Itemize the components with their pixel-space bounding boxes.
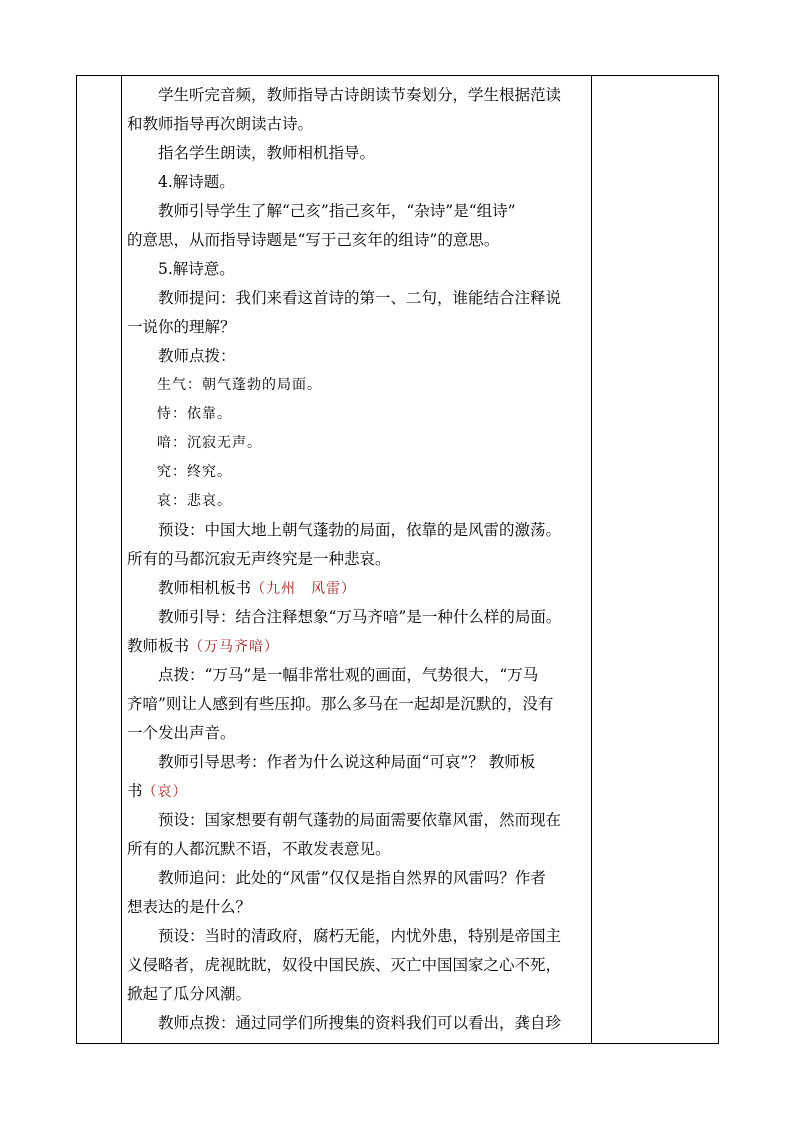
text-line: 教师点拨：	[127, 347, 236, 365]
board-note: （哀）	[142, 784, 188, 800]
text-line: 的意思，从而指导诗题是“写于己亥年的组诗”的意思。	[127, 231, 500, 249]
text-line: 预设：中国大地上朝气蓬勃的局面，依靠的是风雷的激荡。	[127, 521, 562, 539]
text-segment: 书	[127, 782, 143, 800]
table-column-divider-1	[121, 75, 122, 1044]
text-line: 学生听完音频，教师指导古诗朗读节奏划分，学生根据范读	[127, 86, 562, 104]
board-note: （九州 风雷）	[251, 581, 357, 597]
table-top-border	[76, 75, 719, 76]
board-note: （万马齐喑）	[189, 639, 280, 655]
text-line: 一说你的理解？	[127, 318, 236, 336]
gloss-line: 哀：悲哀。	[127, 493, 232, 509]
text-line: 指名学生朗读，教师相机指导。	[127, 144, 376, 162]
gloss-line: 喑：沉寂无声。	[127, 435, 262, 451]
table-right-border	[718, 75, 719, 1044]
gloss-line: 究：终究。	[127, 464, 232, 480]
text-line: 教师引导：结合注释想象“万马齐喑”是一种什么样的局面。	[127, 608, 562, 626]
text-line	[127, 574, 587, 604]
text-line: 掀起了瓜分风潮。	[127, 985, 252, 1003]
text-line	[127, 632, 587, 662]
section-heading: 4.解诗题。	[127, 173, 235, 191]
text-line: 点拨：“万马”是一幅非常壮观的画面，气势很大，“万马	[127, 666, 539, 684]
gloss-line: 生气：朝气蓬勃的局面。	[127, 377, 322, 393]
text-line: 预设：国家想要有朝气蓬勃的局面需要依靠风雷，然而现在	[127, 811, 562, 829]
text-segment: 教师板书	[127, 637, 190, 655]
text-line	[127, 777, 587, 807]
text-line: 想表达的是什么？	[127, 898, 252, 916]
text-segment: 教师相机板书	[127, 579, 252, 597]
section-heading: 5.解诗意。	[127, 260, 235, 278]
table-left-border	[76, 75, 77, 1044]
gloss-line: 恃：依靠。	[127, 406, 232, 422]
text-line: 义侵略者，虎视眈眈，奴役中国民族、灭亡中国国家之心不死，	[127, 956, 562, 974]
text-line: 齐喑”则让人感到有些压抑。那么多马在一起却是沉默的，没有	[127, 695, 554, 713]
table-column-divider-2	[591, 75, 592, 1044]
text-line: 所有的人都沉默不语，不敢发表意见。	[127, 840, 391, 858]
text-line: 教师点拨：通过同学们所搜集的资料我们可以看出，龚自珍	[127, 1014, 562, 1032]
table-bottom-border	[76, 1043, 719, 1044]
text-line: 教师引导学生了解“己亥”指己亥年，“杂诗”是“组诗”	[127, 202, 516, 220]
text-line: 和教师指导再次朗读古诗。	[127, 115, 314, 133]
text-line: 教师提问：我们来看这首诗的第一、二句，谁能结合注释说	[127, 289, 562, 307]
text-line: 所有的马都沉寂无声终究是一种悲哀。	[127, 550, 391, 568]
text-line: 预设：当时的清政府，腐朽无能，内忧外患，特别是帝国主	[127, 927, 562, 945]
text-line: 教师引导思考：作者为什么说这种局面“可哀”？ 教师板	[127, 753, 536, 771]
text-line: 一个发出声音。	[127, 724, 236, 742]
text-line: 教师追问：此处的“风雷”仅仅是指自然界的风雷吗？作者	[127, 869, 546, 887]
